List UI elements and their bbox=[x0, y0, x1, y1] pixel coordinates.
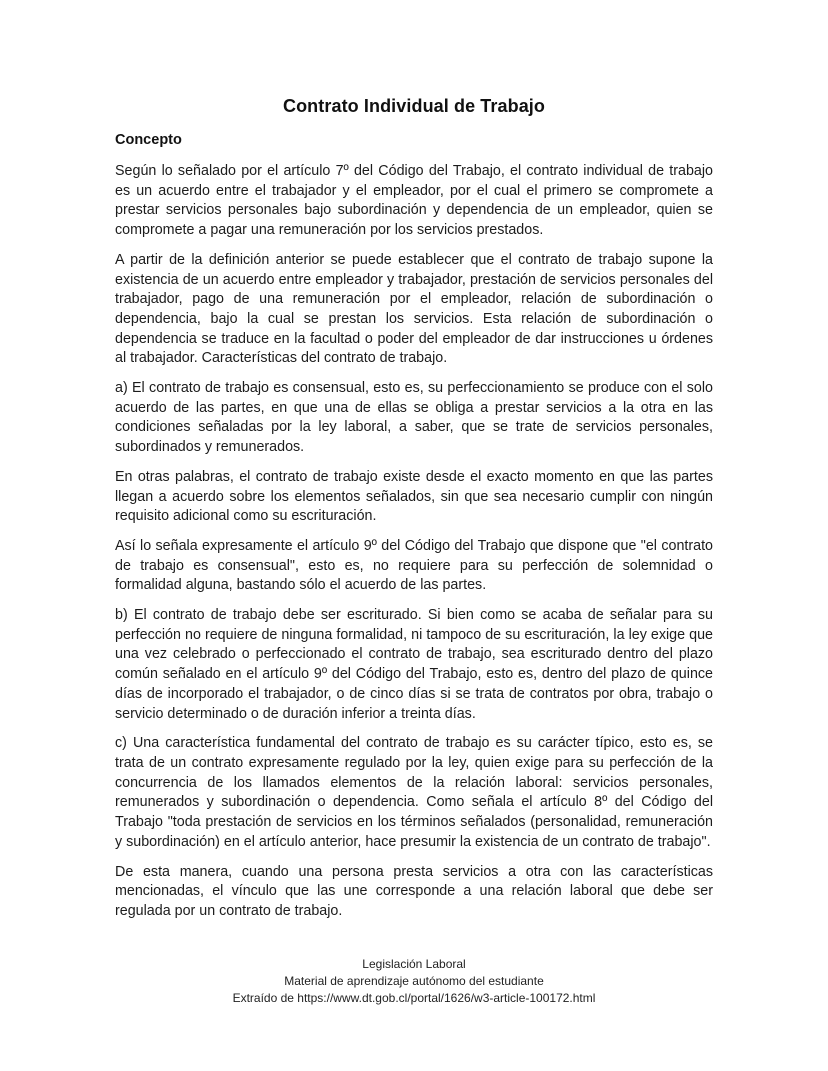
footer-material: Material de aprendizaje autónomo del estudiante bbox=[284, 974, 544, 988]
paragraph-written: b) El contrato de trabajo debe ser escriturado. Si bien como se acaba de señalar para su perfección no requiere de ninguna formalidad, ni tampoco de su escrituración, la ley exige que una vez celebrado o perfeccionado el contrato de trabajo, sea escriturado dentro del plazo común señalado en el artículo 9º del Código del Trabajo, esto es, dentro del plazo de quince días de incorporado el trabajador, o de cinco días si se trata de contratos por obra, trabajo o servicio determinado o de duración inferior a treinta días. bbox=[115, 607, 713, 722]
paragraph-article-9: Así lo señala expresamente el artículo 9º del Código del Trabajo que dispone que "el contrato de trabajo es consensual", esto es, no requiere para su perfección de solemnidad o formalidad alguna, bastando sólo el acuerdo de las partes. bbox=[115, 537, 713, 594]
paragraph-consensual: a) El contrato de trabajo es consensual, esto es, su perfeccionamiento se produce con el solo acuerdo de las partes, en que una de ellas se obliga a prestar servicios a la otra en las condiciones señaladas por la ley laboral, a saber, que se trate de servicios personales, subordinados y remunerados. bbox=[115, 380, 713, 456]
paragraph-definition: Según lo señalado por el artículo 7º del Código del Trabajo, el contrato individual de trabajo es un acuerdo entre el trabajador y el empleador, por el cual el primero se compromete a prestar servicios personales bajo subordinación y dependencia de un empleador, quien se compromete a pagar una remuneración por los servicios prestados. bbox=[115, 163, 713, 239]
section-heading-concepto: Concepto bbox=[115, 132, 182, 148]
paragraph-conclusion: De esta manera, cuando una persona presta servicios a otra con las características mencionadas, el vínculo que las une corresponde a una relación laboral que debe ser regulada por un contrato de trabajo. bbox=[115, 863, 713, 919]
paragraph-typical: c) Una característica fundamental del contrato de trabajo es su carácter típico, esto es, se trata de un contrato expresamente regulado por la ley, quien exige para su perfección de la concurrencia de los llamados elementos de la relación laboral: servicios personales, remunerados y subordinación o dependencia. Como señala el artículo 8º del Código del Trabajo "toda prestación de servicios en los términos señalados (personalidad, remuneración y subordinación) en el artículo anterior, hace presumir la existencia de un contrato de trabajo". bbox=[115, 735, 713, 850]
footer-source: Extraído de https://www.dt.gob.cl/portal/1626/w3-article-100172.html bbox=[232, 991, 596, 1005]
document-body bbox=[115, 162, 713, 932]
footer-course: Legislación Laboral bbox=[362, 957, 466, 971]
paragraph-other-words: En otras palabras, el contrato de trabajo existe desde el exacto momento en que las partes llegan a acuerdo sobre los elementos señalados, sin que sea necesario cumplir con ningún requisito adicional como su escrituración. bbox=[115, 468, 713, 525]
paragraph-elements: A partir de la definición anterior se puede establecer que el contrato de trabajo supone la existencia de un acuerdo entre empleador y trabajador, prestación de servicios personales del trabajador, pago de una remuneración por el empleador, relación de subordinación o dependencia, bajo la cual se prestan los servicios. Esta relación de subordinación o dependencia se traduce en la facultad o poder del empleador de dar instrucciones u órdenes al trabajador. Características del contrato de trabajo. bbox=[115, 251, 713, 367]
document-footer bbox=[0, 956, 828, 1007]
document-title: Contrato Individual de Trabajo bbox=[282, 96, 546, 116]
